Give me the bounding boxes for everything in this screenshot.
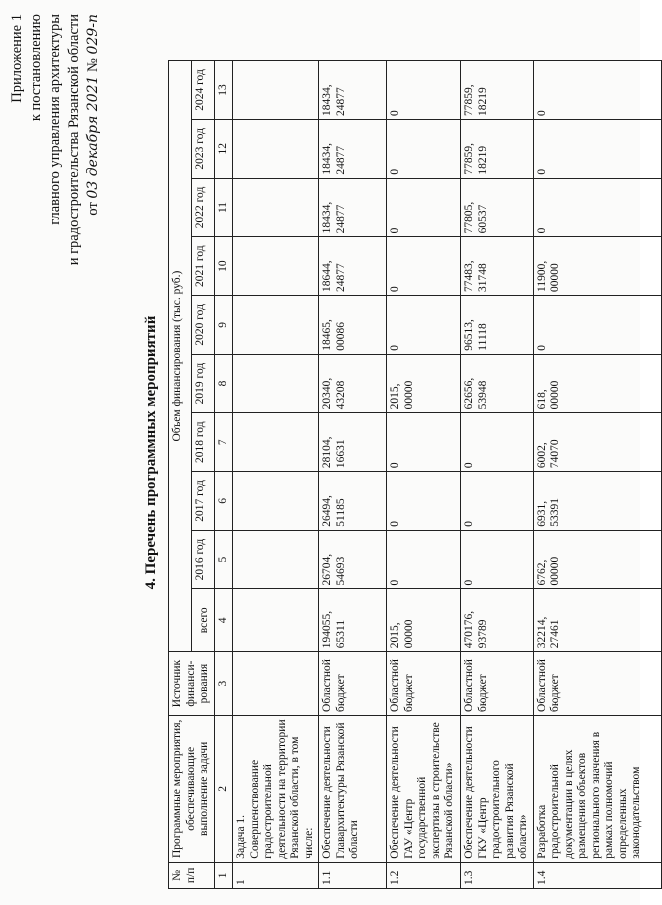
row-year-value: 0 — [533, 61, 661, 120]
row-num: 1.1 — [319, 862, 387, 888]
row-num: 1.3 — [461, 862, 534, 888]
header-year: 2023 год — [191, 119, 214, 178]
header-volume: Объем финансирования (тыс. руб.) — [169, 61, 192, 652]
empty-cell — [233, 61, 319, 120]
row-year-value: 0 — [387, 61, 461, 120]
row-year-value: 6931, 53391 — [533, 472, 661, 531]
row-year-value: 0 — [387, 119, 461, 178]
row-total: 32214, 27461 — [533, 589, 661, 652]
date-prefix: от — [85, 202, 101, 216]
row-name: Обеспечение деятельности Главархитектуры Рязанской области — [319, 715, 387, 862]
header-year: 2022 год — [191, 178, 214, 237]
row-year-value: 0 — [533, 296, 661, 355]
empty-cell — [233, 589, 319, 652]
row-year-value: 77859, 18219 — [461, 61, 534, 120]
row-year-value: 0 — [387, 237, 461, 296]
col-number: 4 — [214, 589, 233, 652]
empty-cell — [233, 413, 319, 472]
empty-cell — [233, 652, 319, 716]
table-row — [319, 61, 387, 889]
col-number: 9 — [214, 296, 233, 355]
col-number: 6 — [214, 472, 233, 531]
row-year-value: 0 — [387, 413, 461, 472]
row-year-value: 18644, 24877 — [319, 237, 387, 296]
col-number: 13 — [214, 61, 233, 120]
handwritten-date: 03 декабря 2021 — [85, 75, 101, 199]
appendix-block — [8, 14, 103, 265]
header-year: 2017 год — [191, 472, 214, 531]
task-num: 1 — [233, 862, 319, 888]
row-source: Областной бюджет — [461, 652, 534, 716]
table-row — [533, 61, 661, 889]
row-year-value: 18465, 00086 — [319, 296, 387, 355]
row-source: Областной бюджет — [319, 652, 387, 716]
row-year-value: 28104, 16631 — [319, 413, 387, 472]
appendix-line: к постановлению — [28, 14, 44, 122]
table-row — [461, 61, 534, 889]
appendix-line: главного управления архитектуры — [47, 14, 63, 225]
column-numbers-row — [214, 61, 233, 889]
row-year-value: 6762, 00000 — [533, 530, 661, 589]
empty-cell — [233, 296, 319, 355]
empty-cell — [233, 354, 319, 413]
row-year-value: 0 — [461, 530, 534, 589]
row-total: 194055, 65311 — [319, 589, 387, 652]
table-row — [387, 61, 461, 889]
row-year-value: 0 — [533, 119, 661, 178]
col-number: 2 — [214, 715, 233, 862]
row-year-value: 96513, 11118 — [461, 296, 534, 355]
col-number: 10 — [214, 237, 233, 296]
col-number: 7 — [214, 413, 233, 472]
col-number: 5 — [214, 530, 233, 589]
header-measures: Программные мероприятия, обеспечивающие выполнение задачи — [169, 715, 215, 862]
header-year: 2016 год — [191, 530, 214, 589]
row-year-value: 77859, 18219 — [461, 119, 534, 178]
row-name: Разработка градостроительной документации в целях размещения объектов регионального значения в рамках полномочий определенных законодательством — [533, 715, 661, 862]
col-number: 1 — [214, 862, 233, 888]
header-year: 2018 год — [191, 413, 214, 472]
row-num: 1.4 — [533, 862, 661, 888]
header-year: 2020 год — [191, 296, 214, 355]
appendix-date-line — [84, 14, 103, 265]
header-year: 2024 год — [191, 61, 214, 120]
col-number: 3 — [214, 652, 233, 716]
row-total: 470176, 93789 — [461, 589, 534, 652]
row-name: Обеспечение деятельности ГКУ «Центр градостроительного развития Рязанской области» — [461, 715, 534, 862]
appendix-line: и градостроительства Рязанской области — [66, 14, 82, 266]
row-year-value: 18434, 24877 — [319, 178, 387, 237]
header-num: № п/п — [169, 862, 215, 888]
row-year-value: 26704, 54693 — [319, 530, 387, 589]
row-source: Областной бюджет — [533, 652, 661, 716]
empty-cell — [233, 237, 319, 296]
row-year-value: 77805, 60537 — [461, 178, 534, 237]
row-year-value: 0 — [461, 472, 534, 531]
header-year: 2019 год — [191, 354, 214, 413]
row-year-value: 20340, 43208 — [319, 354, 387, 413]
handwritten-number: 029-п — [85, 14, 101, 55]
col-number: 12 — [214, 119, 233, 178]
task-text: Задача 1. Совершенствование градостроительной деятельности на территории Рязанской области, в том числе: — [233, 715, 319, 862]
row-year-value: 0 — [387, 178, 461, 237]
row-year-value: 26494, 51185 — [319, 472, 387, 531]
page-title: 4. Перечень программных мероприятий — [143, 315, 159, 590]
row-year-value: 2015, 00000 — [387, 354, 461, 413]
row-year-value: 0 — [533, 178, 661, 237]
col-number: 11 — [214, 178, 233, 237]
row-year-value: 0 — [387, 472, 461, 531]
appendix-line: Приложение 1 — [9, 14, 25, 103]
row-year-value: 0 — [387, 530, 461, 589]
row-year-value: 18434, 24877 — [319, 61, 387, 120]
row-source: Областной бюджет — [387, 652, 461, 716]
col-number: 8 — [214, 354, 233, 413]
row-year-value: 618, 00000 — [533, 354, 661, 413]
row-year-value: 0 — [461, 413, 534, 472]
header-total: всего — [191, 589, 214, 652]
header-year: 2021 год — [191, 237, 214, 296]
empty-cell — [233, 472, 319, 531]
row-year-value: 62656, 53948 — [461, 354, 534, 413]
row-num: 1.2 — [387, 862, 461, 888]
header-row — [169, 61, 192, 889]
row-year-value: 18434, 24877 — [319, 119, 387, 178]
row-year-value: 77483, 31748 — [461, 237, 534, 296]
row-year-value: 6002, 74070 — [533, 413, 661, 472]
task-row — [233, 61, 319, 889]
row-year-value: 0 — [387, 296, 461, 355]
row-name: Обеспечение деятельности ГАУ «Центр государственной экспертизы в строительстве Рязанской области» — [387, 715, 461, 862]
row-year-value: 11900, 00000 — [533, 237, 661, 296]
header-source: Источник финанси-рования — [169, 652, 215, 716]
row-total: 2015, 00000 — [387, 589, 461, 652]
empty-cell — [233, 119, 319, 178]
empty-cell — [233, 178, 319, 237]
empty-cell — [233, 530, 319, 589]
number-prefix: № — [85, 58, 101, 72]
measures-table — [168, 60, 662, 889]
